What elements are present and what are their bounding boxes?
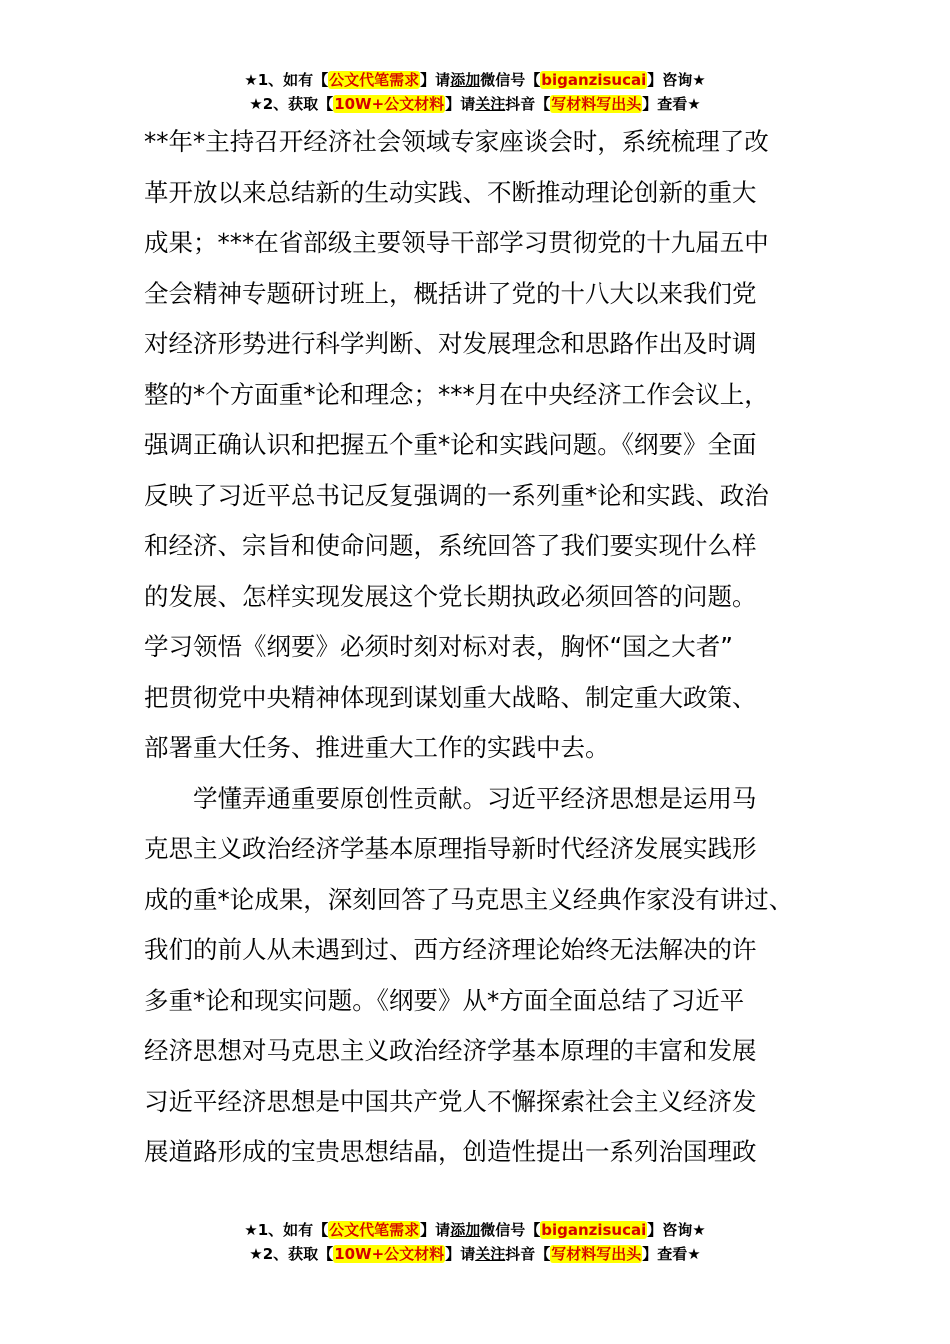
promo-text: 微信号【 bbox=[480, 1221, 541, 1239]
promo-text: 】咨询★ bbox=[647, 1221, 706, 1239]
text-line: 整的*个方面重*论和理念；***月在中央经济工作会议上， bbox=[144, 379, 769, 409]
text-line: 展道路形成的宝贵思想结晶，创造性提出一系列治国理政 bbox=[144, 1137, 757, 1166]
text-line: 反映了习近平总书记反复强调的一系列重*论和实践、政治 bbox=[144, 480, 769, 510]
promo-text: ★2、获取【 bbox=[249, 1245, 334, 1263]
text-line: 的发展、怎样实现发展这个党长期执政必须回答的问题。 bbox=[144, 581, 757, 611]
paragraph-1 bbox=[144, 117, 844, 774]
text-line: 习近平经济思想是中国共产党人不懈探索社会主义经济发 bbox=[144, 1086, 757, 1116]
text-line: 学懂弄通重要原创性贡献。习近平经济思想是运用马 bbox=[193, 783, 757, 813]
promo-underlined-text: 添加 bbox=[450, 1221, 481, 1239]
promo-text: 】查看★ bbox=[642, 1245, 701, 1263]
promo-underlined-text: 关注 bbox=[475, 1245, 506, 1263]
promo-underlined-text: 关注 bbox=[475, 95, 506, 113]
promo-text: ★1、如有【 bbox=[244, 71, 329, 89]
wechat-id-highlight: biganzisucai bbox=[541, 1221, 647, 1239]
promo-line-2 bbox=[0, 92, 950, 116]
wechat-id-highlight: biganzisucai bbox=[541, 71, 647, 89]
text-line: 我们的前人从未遇到过、西方经济理论始终无法解决的许 bbox=[144, 935, 757, 964]
promo-text: ★2、获取【 bbox=[249, 95, 334, 113]
promo-line-1 bbox=[0, 1218, 950, 1242]
promo-line-1 bbox=[0, 68, 950, 92]
promo-highlight: 10W+公文材料 bbox=[334, 1245, 445, 1263]
paragraph-2 bbox=[144, 774, 844, 1178]
text-line: 成果；***在省部级主要领导干部学习贯彻党的十九届五中 bbox=[144, 228, 769, 257]
promo-text: 】查看★ bbox=[642, 95, 701, 113]
text-line: 对经济形势进行科学判断、对发展理念和思路作出及时调 bbox=[144, 329, 757, 358]
text-line: 革开放以来总结新的生动实践、不断推动理论创新的重大 bbox=[144, 177, 757, 207]
promo-underlined-text: 添加 bbox=[450, 71, 481, 89]
promo-text: ★1、如有【 bbox=[244, 1221, 329, 1239]
promo-text: 】请 bbox=[445, 1245, 476, 1263]
promo-text: 】请 bbox=[420, 71, 451, 89]
text-line: 成的重*论成果，深刻回答了马克思主义经典作家没有讲过、 bbox=[144, 884, 794, 914]
promo-text: 微信号【 bbox=[480, 71, 541, 89]
douyin-id-highlight: 写材料写出头 bbox=[551, 95, 642, 113]
promo-text: 】请 bbox=[420, 1221, 451, 1239]
promo-text: 】请 bbox=[445, 95, 476, 113]
document-body bbox=[144, 117, 844, 1178]
promo-text: 抖音【 bbox=[505, 1245, 551, 1263]
text-line: 和经济、宗旨和使命问题，系统回答了我们要实现什么样 bbox=[144, 531, 757, 560]
promo-highlight: 公文代笔需求 bbox=[329, 71, 420, 89]
text-line: 强调正确认识和把握五个重*论和实践问题。《纲要》全面 bbox=[144, 430, 757, 459]
promo-text: 】咨询★ bbox=[647, 71, 706, 89]
text-line: 学习领悟《纲要》必须时刻对标对表，胸怀“国之大者” bbox=[144, 632, 733, 661]
promo-highlight: 10W+公文材料 bbox=[334, 95, 445, 113]
douyin-id-highlight: 写材料写出头 bbox=[551, 1245, 642, 1263]
text-line: 经济思想对马克思主义政治经济学基本原理的丰富和发展 bbox=[144, 1036, 757, 1065]
promo-banner-bottom bbox=[0, 1218, 950, 1266]
text-line: 把贯彻党中央精神体现到谋划重大战略、制定重大政策、 bbox=[144, 682, 757, 712]
promo-banner-top bbox=[0, 68, 950, 116]
text-line: 部署重大任务、推进重大工作的实践中去。 bbox=[144, 733, 610, 762]
text-line: 克思主义政治经济学基本原理指导新时代经济发展实践形 bbox=[144, 834, 757, 863]
text-line: 多重*论和现实问题。《纲要》从*方面全面总结了习近平 bbox=[144, 985, 745, 1015]
text-line: **年*主持召开经济社会领域专家座谈会时，系统梳理了改 bbox=[144, 127, 769, 156]
promo-line-2 bbox=[0, 1242, 950, 1266]
promo-text: 抖音【 bbox=[505, 95, 551, 113]
promo-highlight: 公文代笔需求 bbox=[329, 1221, 420, 1239]
text-line: 全会精神专题研讨班上，概括讲了党的十八大以来我们党 bbox=[144, 278, 757, 308]
